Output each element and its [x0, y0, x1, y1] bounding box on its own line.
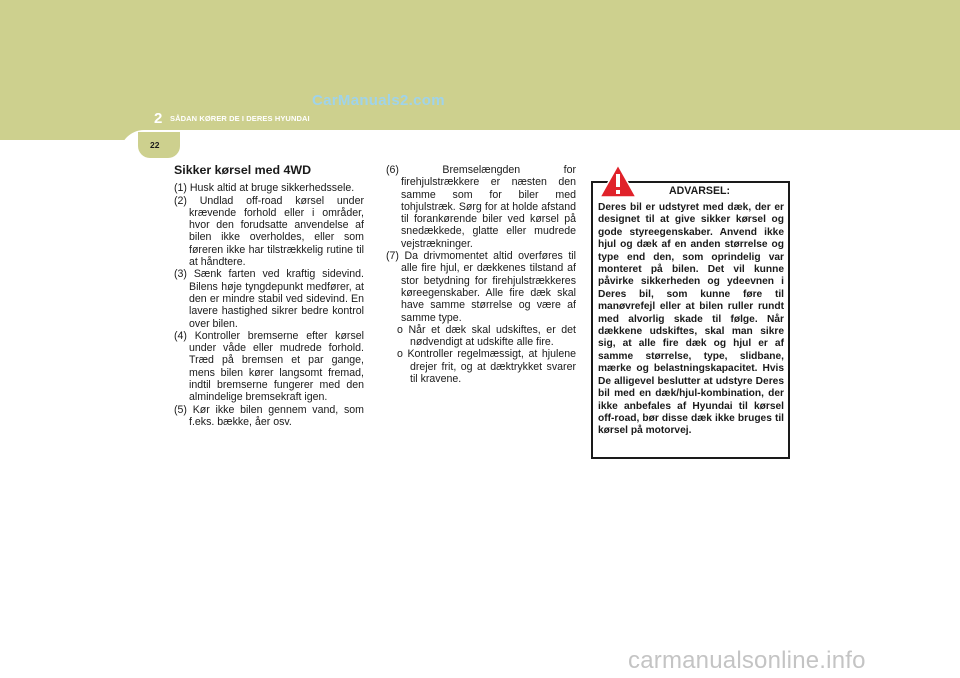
- list-item: (5) Kør ikke bilen gennem vand, som f.eks. bække, åer osv.: [174, 403, 364, 428]
- column-middle: [386, 164, 576, 385]
- chapter-number: 2: [154, 110, 163, 127]
- warning-title: ADVARSEL:: [669, 185, 731, 197]
- sub-list-item: o Kontroller regelmæssigt, at hjulene drejer frit, og at dæktrykket svarer til kravene.: [397, 348, 576, 386]
- page-number: 22: [150, 140, 160, 150]
- list-item: (7) Da drivmomentet altid overføres til alle fire hjul, er dækkenes tilstand af stor betydning for firehjulstrækkeres køreegenskaber. Alle fire dæk skal have samme størrelse og være af samme type.: [386, 250, 576, 324]
- warning-triangle-icon: [599, 164, 637, 198]
- header-curve: [120, 130, 960, 160]
- list-item: (1) Husk altid at bruge sikkerhedssele.: [174, 182, 355, 195]
- list-item: (3) Sænk farten ved kraftig sidevind. Bilens høje tyngdepunkt medfører, at den er mindre stabil ved sidevind. En lavere hastighed sikrer bedre kontrol over bilen.: [174, 268, 364, 330]
- column-left: [174, 164, 364, 428]
- watermark-top-link[interactable]: CarManuals2.com: [312, 92, 445, 109]
- chapter-title: SÅDAN KØRER DE I DERES HYUNDAI: [170, 114, 310, 123]
- watermark-bottom-link[interactable]: carmanualsonline.info: [628, 647, 866, 674]
- warning-text: Deres bil er udstyret med dæk, der er designet til at give sikker kørsel og gode styreegenskaber. Anvend ikke hjul og dæk af en anden størrelse og type end den, som oprindelig var monteret på bilen. Det vil kunne påvirke sikkerheden og ydeevnen i Deres bil, som kunne føre til manøvrefejl eller at bilen ruller rundt med alvorlig skade til følge. Når dækkene udskiftes, skal man sikre sig, at alle fire dæk og hjul er af samme størrelse, type, slidbane, mærke og belastningskapacitet. Hvis De alligevel beslutter at udstyre Deres bil med en dæk/hjul-kombination, der ikke anbefales af Hyundai til kørsel off-road, bør disse dæk ikke bruges til kørsel på motorvej.: [598, 202, 784, 437]
- list-item: (4) Kontroller bremserne efter kørsel under våde eller mudrede forhold. Træd på bremsen et par gange, mens bilen kører langsomt fremad, indtil bremserne fungerer med den almindelige bremsekraft igen.: [174, 329, 364, 404]
- sub-list-item: o Når et dæk skal udskiftes, er det nødvendigt at udskifte alle fire.: [397, 323, 576, 349]
- list-item: (6) Bremselængden for firehjulstrækkere er næsten den samme som for biler med tohjulstræk. Sørg for at holde afstand til forankørende biler ved kørsel på snedækkede, glatte eller mudrede vejstrækninger.: [386, 164, 576, 250]
- list-item: (2) Undlad off-road kørsel under krævende forhold eller i områder, hvor den forudsatte anvendelse af bilen ikke overholdes, eller som føreren ikke har tilstrækkelig rutine til at håndtere.: [174, 194, 364, 269]
- section-title: Sikker kørsel med 4WD: [174, 163, 312, 177]
- header-band: [0, 0, 960, 140]
- warning-box: [591, 181, 790, 459]
